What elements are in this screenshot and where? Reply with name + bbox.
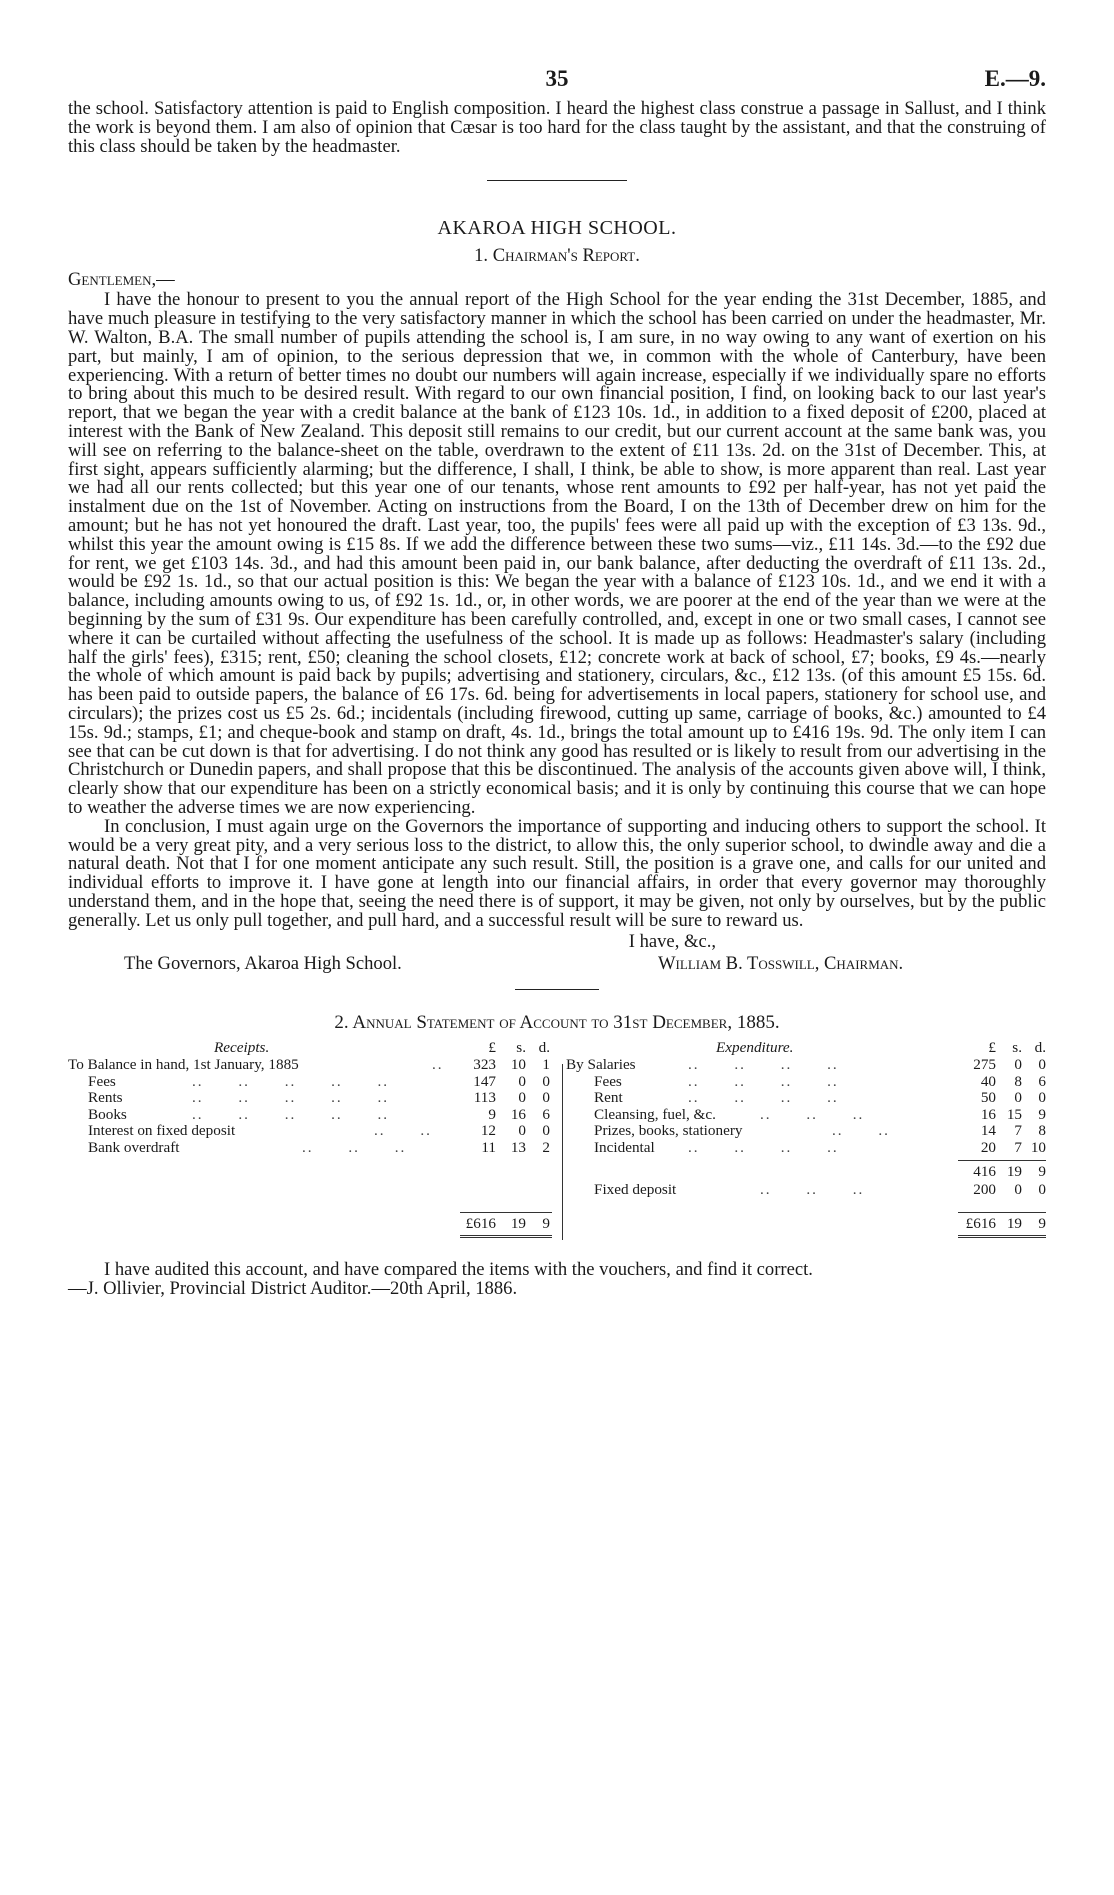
- pounds-header: £: [488, 1039, 496, 1057]
- section-divider-small: [515, 989, 599, 990]
- ledger-row: Incidental .. .. .. .. 20 7 10: [594, 1139, 1046, 1157]
- subtotal-pounds: 416: [973, 1163, 996, 1181]
- amount-pence: 6: [1038, 1072, 1046, 1090]
- amount-pence: 10: [1030, 1139, 1046, 1157]
- amount-pounds: 16: [980, 1105, 996, 1123]
- amount-pence: 0: [542, 1072, 550, 1090]
- total-double-rule: [958, 1235, 1046, 1238]
- auditor-line: —J. Ollivier, Provincial District Auditor.—20th April, 1886.: [68, 1278, 518, 1300]
- ledger-row: Books .. .. .. .. .. 9 16 6: [88, 1105, 550, 1123]
- row-label: Fees: [88, 1072, 116, 1090]
- amount-pounds: 11: [481, 1139, 496, 1157]
- signature: William B. Tosswill, Chairman.: [658, 953, 904, 975]
- intro-paragraph: the school. Satisfactory attention is paid to English composition. I heard the highest class construe a passage in Sallust, and I think the work is beyond them. I am also of opinion that Cæsar is too hard for the class taught by the assistant, and that the construing of this class should be taken by the headmaster.: [68, 98, 1046, 157]
- total-pounds: £616: [465, 1215, 496, 1233]
- ledger-row: By Salaries .. .. .. .. 275 0 0: [566, 1056, 1046, 1074]
- school-title: AKAROA HIGH SCHOOL.: [437, 217, 677, 240]
- page-number: 35: [545, 66, 569, 91]
- pence-header: d.: [1034, 1039, 1046, 1057]
- total-pence: 9: [1038, 1215, 1046, 1233]
- signature-row: [68, 953, 1046, 975]
- amount-pounds: 12: [480, 1122, 496, 1140]
- subtotal-shillings: 19: [1006, 1163, 1022, 1181]
- report-paragraph-1: I have the honour to present to you the annual report of the High School for the year ending the 31st December, 1885, and have much pleasure in testifying to the very satisfactory manner in which the school has been carried on under the headmaster, Mr. W. Walton, B.A. The small number of pupils attending the school is, I am sure, in no way owing to any want of exertion on his part, but mainly, I am of opinion, to the serious depression that we, in common with the whole of Canterbury, have been experiencing. With a return of better times no doubt our numbers will again increase, especially if we individually spare no efforts to bring about this much to be desired result. With regard to our own financial position, I find, on looking back to our last year's report, that we began the year with a credit balance at the bank of £123 10s. 1d., in addition to a fixed deposit of £200, placed at interest with the Bank of New Zealand. This deposit still remains to our credit, but our current account at the same bank was, you will see on referring to the balance-sheet on the table, overdrawn to the extent of £11 13s. 2d. on the 31st of December. This, at first sight, appears sufficiently alarming; but the difference, I shall, I think, be able to show, is more apparent than real. Last year we had all our rents collected; but this year one of our tenants, whose rent amounts to £92 per half-year, has not yet paid the instalment due on the 1st of November. Acting on instructions from the Board, I on the 13th of December drew on him for the amount; but he has not yet honoured the draft. Last year, too, the pupils' fees were all paid up with the exception of £3 13s. 9d., whilst this year the amount owing is £15 8s. If we add the difference between these two sums—viz., £11 14s. 3d.—to the £92 due for rent, we get £103 14s. 3d., and had this amount been paid in, our bank balance, after deducting the overdraft of £11 13s. 2d., would be £92 1s. 1d., so that our actual position is this: We began the year with a balance of £123 10s. 1d., and we end it with a balance, including amounts owing to us, of £92 1s. 1d., or, in other words, we are poorer at the end of the year than we were at the beginning by the sum of £31 9s. Our expenditure has been carefully controlled, and, except in one or two small cases, I cannot see where it can be curtailed without affecting the usefulness of the school. It is made up as follows: Headmaster's salary (including half the girls' fees), £315; rent, £50; cleaning the school closets, £12; concrete work at back of school, £7; books, £9 4s.—nearly the whole of which amount is paid back by pupils; advertising and stationery, circulars, &c., £12 13s. (of this amount £5 15s. 6d. has been paid to outside papers, the balance of £6 17s. 6d. being for advertisements in local papers, stationery for school use, and circulars); the prizes cost us £5 2s. 6d.; incidentals (including firewood, cutting up same, carriage of books, &c.) amounted to £4 15s. 9d.; stamps, £1; and cheque-book and stamp on draft, 4s. 1d., brings the total amount up to £416 19s. 9d. The only item I can see that can be cut down is that for advertising. I do not think any good has resulted or is likely to result from our advertising in the Christchurch or Dunedin papers, and shall propose that this be discontinued. The analysis of the accounts given above will, I think, clearly show that our expenditure has been on a strictly economical basis; and it is only by continuing this course that we can hope to weather the adverse times we are now experiencing.: [68, 289, 1046, 818]
- row-label: Books: [88, 1105, 127, 1123]
- report-heading: 1. Chairman's Report.: [474, 245, 640, 267]
- shillings-header: s.: [516, 1039, 526, 1057]
- amount-shillings: 0: [1014, 1056, 1022, 1074]
- page-header: [68, 66, 1046, 100]
- amount-pounds: 50: [980, 1089, 996, 1107]
- section-divider: [487, 180, 627, 181]
- closing: I have, &c.,: [628, 931, 716, 953]
- amount-shillings: 7: [1014, 1122, 1022, 1140]
- amount-shillings: 8: [1014, 1072, 1022, 1090]
- report-paragraph-2: In conclusion, I must again urge on the Governors the importance of supporting and inducing others to support the school. It would be a very great pity, and a very serious loss to the district, to allow this, the only superior school, to dwindle away and die a natural death. Not that I for one moment anticipate any such result. Still, the position is a grave one, and calls for our united and individual efforts to improve it. I have gone at length into our financial affairs, in order that every governor may thoroughly understand them, and in the hope that, seeing the need there is of support, it may be given, not only by ourselves, but by the public generally. Let us only pull together, and pull hard, and a successful result will be sure to reward us.: [68, 815, 1046, 931]
- row-label: Cleansing, fuel, &c.: [594, 1105, 716, 1123]
- ledger-row: To Balance in hand, 1st January, 1885 .. 323 10 1: [68, 1056, 550, 1074]
- amount-pence: 0: [1038, 1056, 1046, 1074]
- amount-pounds: 200: [973, 1181, 996, 1199]
- row-label: Fixed deposit: [594, 1181, 677, 1199]
- amount-shillings: 0: [518, 1122, 526, 1140]
- audit-note: [68, 1260, 1046, 1298]
- subtotal-rule: [958, 1160, 1046, 1161]
- amount-shillings: 15: [1006, 1105, 1022, 1123]
- amount-shillings: 16: [510, 1105, 526, 1123]
- amount-shillings: 0: [1014, 1181, 1022, 1199]
- amount-shillings: 13: [510, 1139, 526, 1157]
- total-pounds: £616: [965, 1215, 996, 1233]
- row-label: Bank overdraft: [88, 1139, 180, 1157]
- fixed-deposit-row: Fixed deposit .. .. .. 200 0 0: [594, 1181, 1046, 1199]
- total-double-rule: [460, 1235, 552, 1238]
- row-label: Rents: [88, 1089, 123, 1107]
- row-label: Rent: [594, 1089, 623, 1107]
- amount-pounds: 9: [488, 1105, 496, 1123]
- ledger-row: Interest on fixed deposit .. .. 12 0 0: [88, 1122, 550, 1140]
- amount-pence: 0: [1038, 1089, 1046, 1107]
- ledger-row: Cleansing, fuel, &c. .. .. .. 16 15 9: [594, 1105, 1046, 1123]
- ledger-row: Rent .. .. .. .. 50 0 0: [594, 1089, 1046, 1107]
- amount-shillings: 0: [518, 1089, 526, 1107]
- expenditure-subtotal-row: [566, 1164, 1046, 1181]
- receipts-side: [68, 1039, 560, 1233]
- amount-pence: 6: [542, 1105, 550, 1123]
- receipts-header-row: [68, 1040, 560, 1057]
- expenditure-total-row: [566, 1216, 1046, 1233]
- amount-pounds: 20: [980, 1139, 996, 1157]
- pence-header: d.: [538, 1039, 550, 1057]
- amount-pounds: 40: [980, 1072, 996, 1090]
- salutation: Gentlemen,—: [68, 269, 175, 291]
- amount-pence: 1: [542, 1056, 550, 1074]
- amount-pence: 0: [542, 1122, 550, 1140]
- amount-pence: 0: [542, 1089, 550, 1107]
- addressee: The Governors, Akaroa High School.: [124, 953, 402, 975]
- total-rule: [460, 1212, 552, 1213]
- row-label: By Salaries: [566, 1056, 636, 1074]
- page-reference: E.—9.: [984, 66, 1046, 91]
- amount-pence: 0: [1038, 1181, 1046, 1199]
- ledger-row: Fees .. .. .. .. .. 147 0 0: [88, 1072, 550, 1090]
- amount-shillings: 10: [510, 1056, 526, 1074]
- receipts-total-row: [68, 1216, 560, 1233]
- ledger-row: Fees .. .. .. .. 40 8 6: [594, 1072, 1046, 1090]
- amount-pounds: 275: [973, 1056, 996, 1074]
- ledger-row: Prizes, books, stationery .. .. 14 7 8: [594, 1122, 1046, 1140]
- subtotal-pence: 9: [1038, 1163, 1046, 1181]
- audit-statement: I have audited this account, and have compared the items with the vouchers, and find it correct.: [104, 1259, 813, 1281]
- expenditure-heading: Expenditure.: [716, 1039, 794, 1057]
- row-label: Interest on fixed deposit: [88, 1122, 236, 1140]
- pounds-header: £: [988, 1039, 996, 1057]
- amount-shillings: 0: [1014, 1089, 1022, 1107]
- amount-shillings: 7: [1014, 1139, 1022, 1157]
- statement-title: 2. Annual Statement of Account to 31st December, 1885.: [334, 1012, 780, 1034]
- total-pence: 9: [542, 1215, 550, 1233]
- amount-pence: 2: [542, 1139, 550, 1157]
- row-label: To Balance in hand, 1st January, 1885: [68, 1056, 299, 1074]
- ledger-row: Rents .. .. .. .. .. 113 0 0: [88, 1089, 550, 1107]
- amount-pounds: 147: [473, 1072, 496, 1090]
- row-label: Fees: [594, 1072, 622, 1090]
- ledger-row: Bank overdraft .. .. .. 11 13 2: [88, 1139, 550, 1157]
- total-shillings: 19: [1006, 1215, 1022, 1233]
- total-rule: [958, 1212, 1046, 1213]
- document-page: [68, 66, 1046, 1298]
- amount-pounds: 113: [473, 1089, 496, 1107]
- row-label: Prizes, books, stationery: [594, 1122, 743, 1140]
- account-statement: [68, 1040, 1046, 1252]
- receipts-heading: Receipts.: [214, 1039, 270, 1057]
- expenditure-header-row: [566, 1040, 1046, 1057]
- row-label: Incidental: [594, 1139, 655, 1157]
- amount-pence: 8: [1038, 1122, 1046, 1140]
- ledger-divider: [562, 1064, 563, 1240]
- total-shillings: 19: [510, 1215, 526, 1233]
- amount-pence: 9: [1038, 1105, 1046, 1123]
- amount-shillings: 0: [518, 1072, 526, 1090]
- shillings-header: s.: [1012, 1039, 1022, 1057]
- amount-pounds: 323: [473, 1056, 496, 1074]
- expenditure-side: [566, 1039, 1046, 1233]
- amount-pounds: 14: [980, 1122, 996, 1140]
